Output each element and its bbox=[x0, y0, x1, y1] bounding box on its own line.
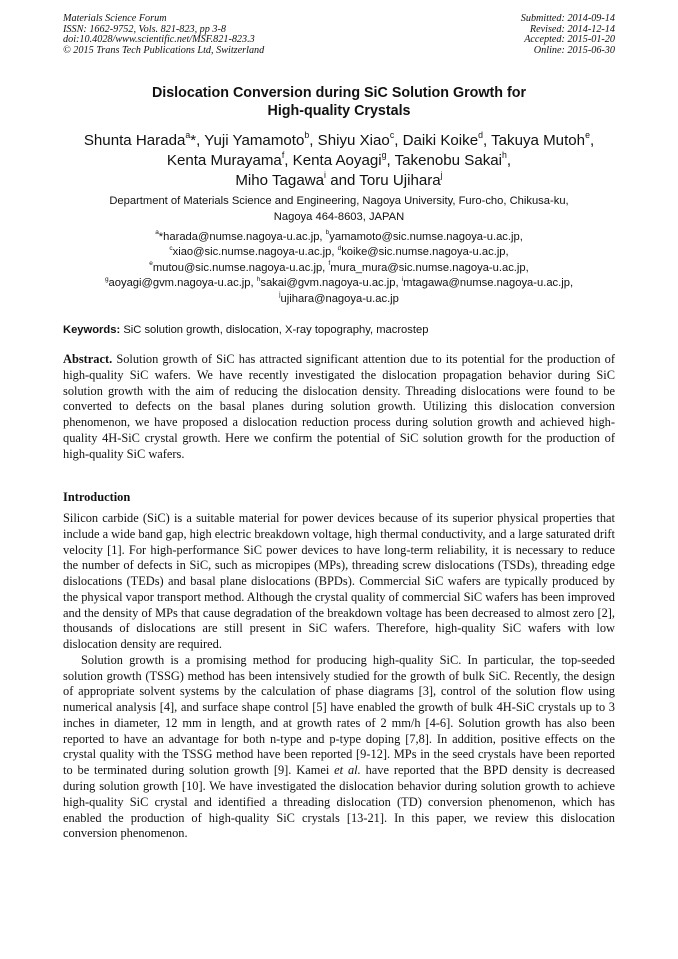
abstract-text: Solution growth of SiC has attracted significant attention due to its potential for the production of high-quality SiC wafers. We have recently investigated the dislocation propagation behavior during SiC solution growth with the aim of reducing the dislocation density. Threading dislocations were found to be converted to defects on the basal planes during solution growth. Utilizing this dislocation conversion phenomenon, we have proposed a dislocation reduction process during solution growth and achieved high-quality 4H-SiC crystal growth. Here we confirm the potential of SiC solution growth for the production of high-quality SiC wafers. bbox=[63, 352, 615, 461]
email-address: sakai@gvm.nagoya-u.ac.jp, bbox=[260, 277, 399, 290]
accepted-date: Accepted: 2015-01-20 bbox=[524, 34, 615, 46]
title-line-2: High-quality Crystals bbox=[267, 103, 411, 119]
abstract bbox=[63, 352, 615, 463]
email-sup: c bbox=[169, 244, 173, 252]
author-name: Shiyu Xiao bbox=[317, 132, 390, 149]
email-sup: a bbox=[155, 229, 159, 237]
corresponding-star: * bbox=[190, 132, 197, 149]
email-address: mura_mura@sic.numse.nagoya-u.ac.jp, bbox=[330, 261, 529, 274]
email-line-5 bbox=[63, 292, 615, 307]
journal-info bbox=[63, 14, 264, 56]
author-name: Daiki Koike bbox=[402, 132, 479, 149]
author-line-3 bbox=[50, 171, 628, 191]
submitted-date: Submitted: 2014-09-14 bbox=[520, 13, 615, 24]
copyright-line: © 2015 Trans Tech Publications Ltd, Switzerland bbox=[63, 44, 265, 56]
author-sup: j bbox=[440, 169, 443, 180]
author-sup: h bbox=[502, 149, 507, 160]
author-sup: g bbox=[381, 149, 387, 160]
email-sup: h bbox=[256, 275, 261, 283]
email-sup: d bbox=[337, 244, 342, 252]
intro-paragraph-1: Silicon carbide (SiC) is a suitable material for power devices because of its superior physical properties that include a wide band gap, high electric breakdown voltage, high thermal conductivity, and a large saturated drift velocity [1]. For high-performance SiC power devices to have long-term reliability, it is necessary to reduce the number of defects in SiC, such as micropipes (MPs), threading screw dislocations (TSDs), threading edge dislocations (TEDs) and basal plane dislocations (BPDs). Commercial SiC wafers are typically produced by the physical vapor transport method. Although the crystal quality of commercial SiC wafers has been improved and the density of MPs that cause degradation of the breakdown voltage has been decreased to almost zero [2], thousands of dislocations are still present in SiC wafers. Therefore, high-quality SiC wafers with low dislocation density are required. bbox=[63, 511, 615, 652]
email-address: *harada@numse.nagoya-u.ac.jp, bbox=[158, 231, 323, 243]
affiliation-line-1: Department of Materials Science and Engineering, Nagoya University, Furo-cho, Chikusa-ku, bbox=[109, 195, 569, 207]
email-address: koike@sic.numse.nagoya-u.ac.jp, bbox=[341, 246, 509, 259]
online-date: Online: 2015-06-30 bbox=[533, 44, 615, 56]
intro-paragraph-2-part-a: Solution growth is a promising method for producing high-quality SiC. In particular, the top-seeded solution growth (TSSG) method has been intensively studied for the growth of bulk SiC. Recently, the design of appropriate solvent systems by the calculation of phase diagrams [3], control of the solution flow using numerical analysis [4], and surface shape control [5] have enabled the growth of bulk 4H-SiC crystals up to 3 inches in diameter, 12 mm in length, and at growth rates of 2 mm/h [4-6]. Solution growth has also been reported to have an advantage for both n-type and p-type doping [7,8]. In addition, positive effects on the crystal quality with the TSSG method have been reported [9-12]. MPs in the seed crystals have been reported to be terminated during solution growth [9]. Kamei bbox=[63, 652, 615, 778]
affiliation bbox=[63, 193, 615, 225]
email-address: mtagawa@numse.nagoya-u.ac.jp, bbox=[403, 277, 574, 290]
author-sup: i bbox=[324, 169, 326, 180]
author-name: Takuya Mutoh bbox=[491, 132, 586, 149]
intro-paragraph-2 bbox=[63, 653, 615, 842]
author-list bbox=[50, 131, 628, 191]
keywords-text: SiC solution growth, dislocation, X-ray topography, macrostep bbox=[123, 324, 429, 336]
email-line-1 bbox=[63, 230, 615, 245]
author-line-2: Kenta Murayama$^f$, Kenta Aoyagi$^g$, Takenobu Sakai$^h$, bbox=[166, 149, 512, 169]
author-and: and bbox=[330, 172, 356, 189]
intro-paragraph-2-part-b: have reported that the BPD density is decreased during solution growth [10]. We have investigated the dislocation behavior during solution growth to achieve high-quality SiC crystal and identified a threading dislocation (TD) conversion phenomenon, which has enabled the production of high-quality SiC crystals [13-21]. In this paper, we review this dislocation conversion phenomenon. bbox=[63, 763, 615, 841]
author-sup: b bbox=[304, 129, 310, 140]
title-line-1: Dislocation Conversion during SiC Solution Growth for bbox=[151, 85, 527, 101]
author-line-1: Shunta Harada$^a$*, Yuji Yamamoto$^b$, Shiyu Xiao$^c$, Daiki Koike$^d$, Takuya Mutoh$^e$, bbox=[83, 129, 595, 149]
revised-date: Revised: 2014-12-14 bbox=[529, 23, 615, 35]
email-address: yamamoto@sic.numse.nagoya-u.ac.jp, bbox=[329, 231, 523, 243]
author-name: Kenta Murayama bbox=[166, 152, 282, 169]
author-name: Toru Ujihara bbox=[359, 172, 441, 189]
email-sup: g bbox=[104, 275, 109, 283]
author-name: Takenobu Sakai bbox=[394, 152, 503, 169]
doi-line: doi:10.4028/www.scientific.net/MSF.821-823.3 bbox=[63, 34, 255, 46]
section-heading-introduction: Introduction bbox=[63, 490, 131, 504]
introduction-body bbox=[63, 511, 615, 842]
email-sup: j bbox=[279, 290, 281, 298]
email-sup: f bbox=[328, 260, 331, 268]
email-sup: e bbox=[149, 260, 153, 268]
abstract-label: Abstract. bbox=[63, 352, 113, 366]
author-sup: a bbox=[185, 129, 191, 140]
email-address: xiao@sic.numse.nagoya-u.ac.jp, bbox=[172, 246, 335, 259]
email-address: aoyagi@gvm.nagoya-u.ac.jp, bbox=[108, 277, 254, 290]
keywords bbox=[63, 322, 615, 338]
author-name: Kenta Aoyagi bbox=[292, 152, 382, 169]
keywords-label: Keywords: bbox=[63, 324, 121, 336]
author-sup: d bbox=[478, 129, 483, 140]
author-name: Shunta Harada bbox=[83, 132, 186, 149]
email-list bbox=[63, 230, 615, 307]
submission-dates bbox=[521, 14, 615, 56]
affiliation-line-2: Nagoya 464-8603, JAPAN bbox=[273, 211, 405, 223]
email-sup: i bbox=[401, 275, 404, 283]
email-line-4 bbox=[63, 276, 615, 291]
author-name: Yuji Yamamoto bbox=[204, 132, 305, 149]
et-al: et al. bbox=[334, 763, 361, 778]
author-sup: e bbox=[585, 129, 590, 140]
author-name: Miho Tagawa bbox=[235, 172, 325, 189]
email-sup: b bbox=[325, 229, 330, 237]
author-sup: f bbox=[281, 149, 285, 160]
issn-line: ISSN: 1662-9752, Vols. 821-823, pp 3-8 bbox=[63, 23, 226, 35]
email-line-3 bbox=[63, 261, 615, 276]
email-line-2 bbox=[63, 245, 615, 260]
email-address: ujihara@nagoya-u.ac.jp bbox=[280, 292, 399, 305]
author-sup: c bbox=[389, 129, 395, 140]
email-address: mutou@sic.numse.nagoya-u.ac.jp, bbox=[152, 261, 326, 274]
paper-title bbox=[63, 84, 615, 120]
journal-name: Materials Science Forum bbox=[63, 13, 167, 24]
